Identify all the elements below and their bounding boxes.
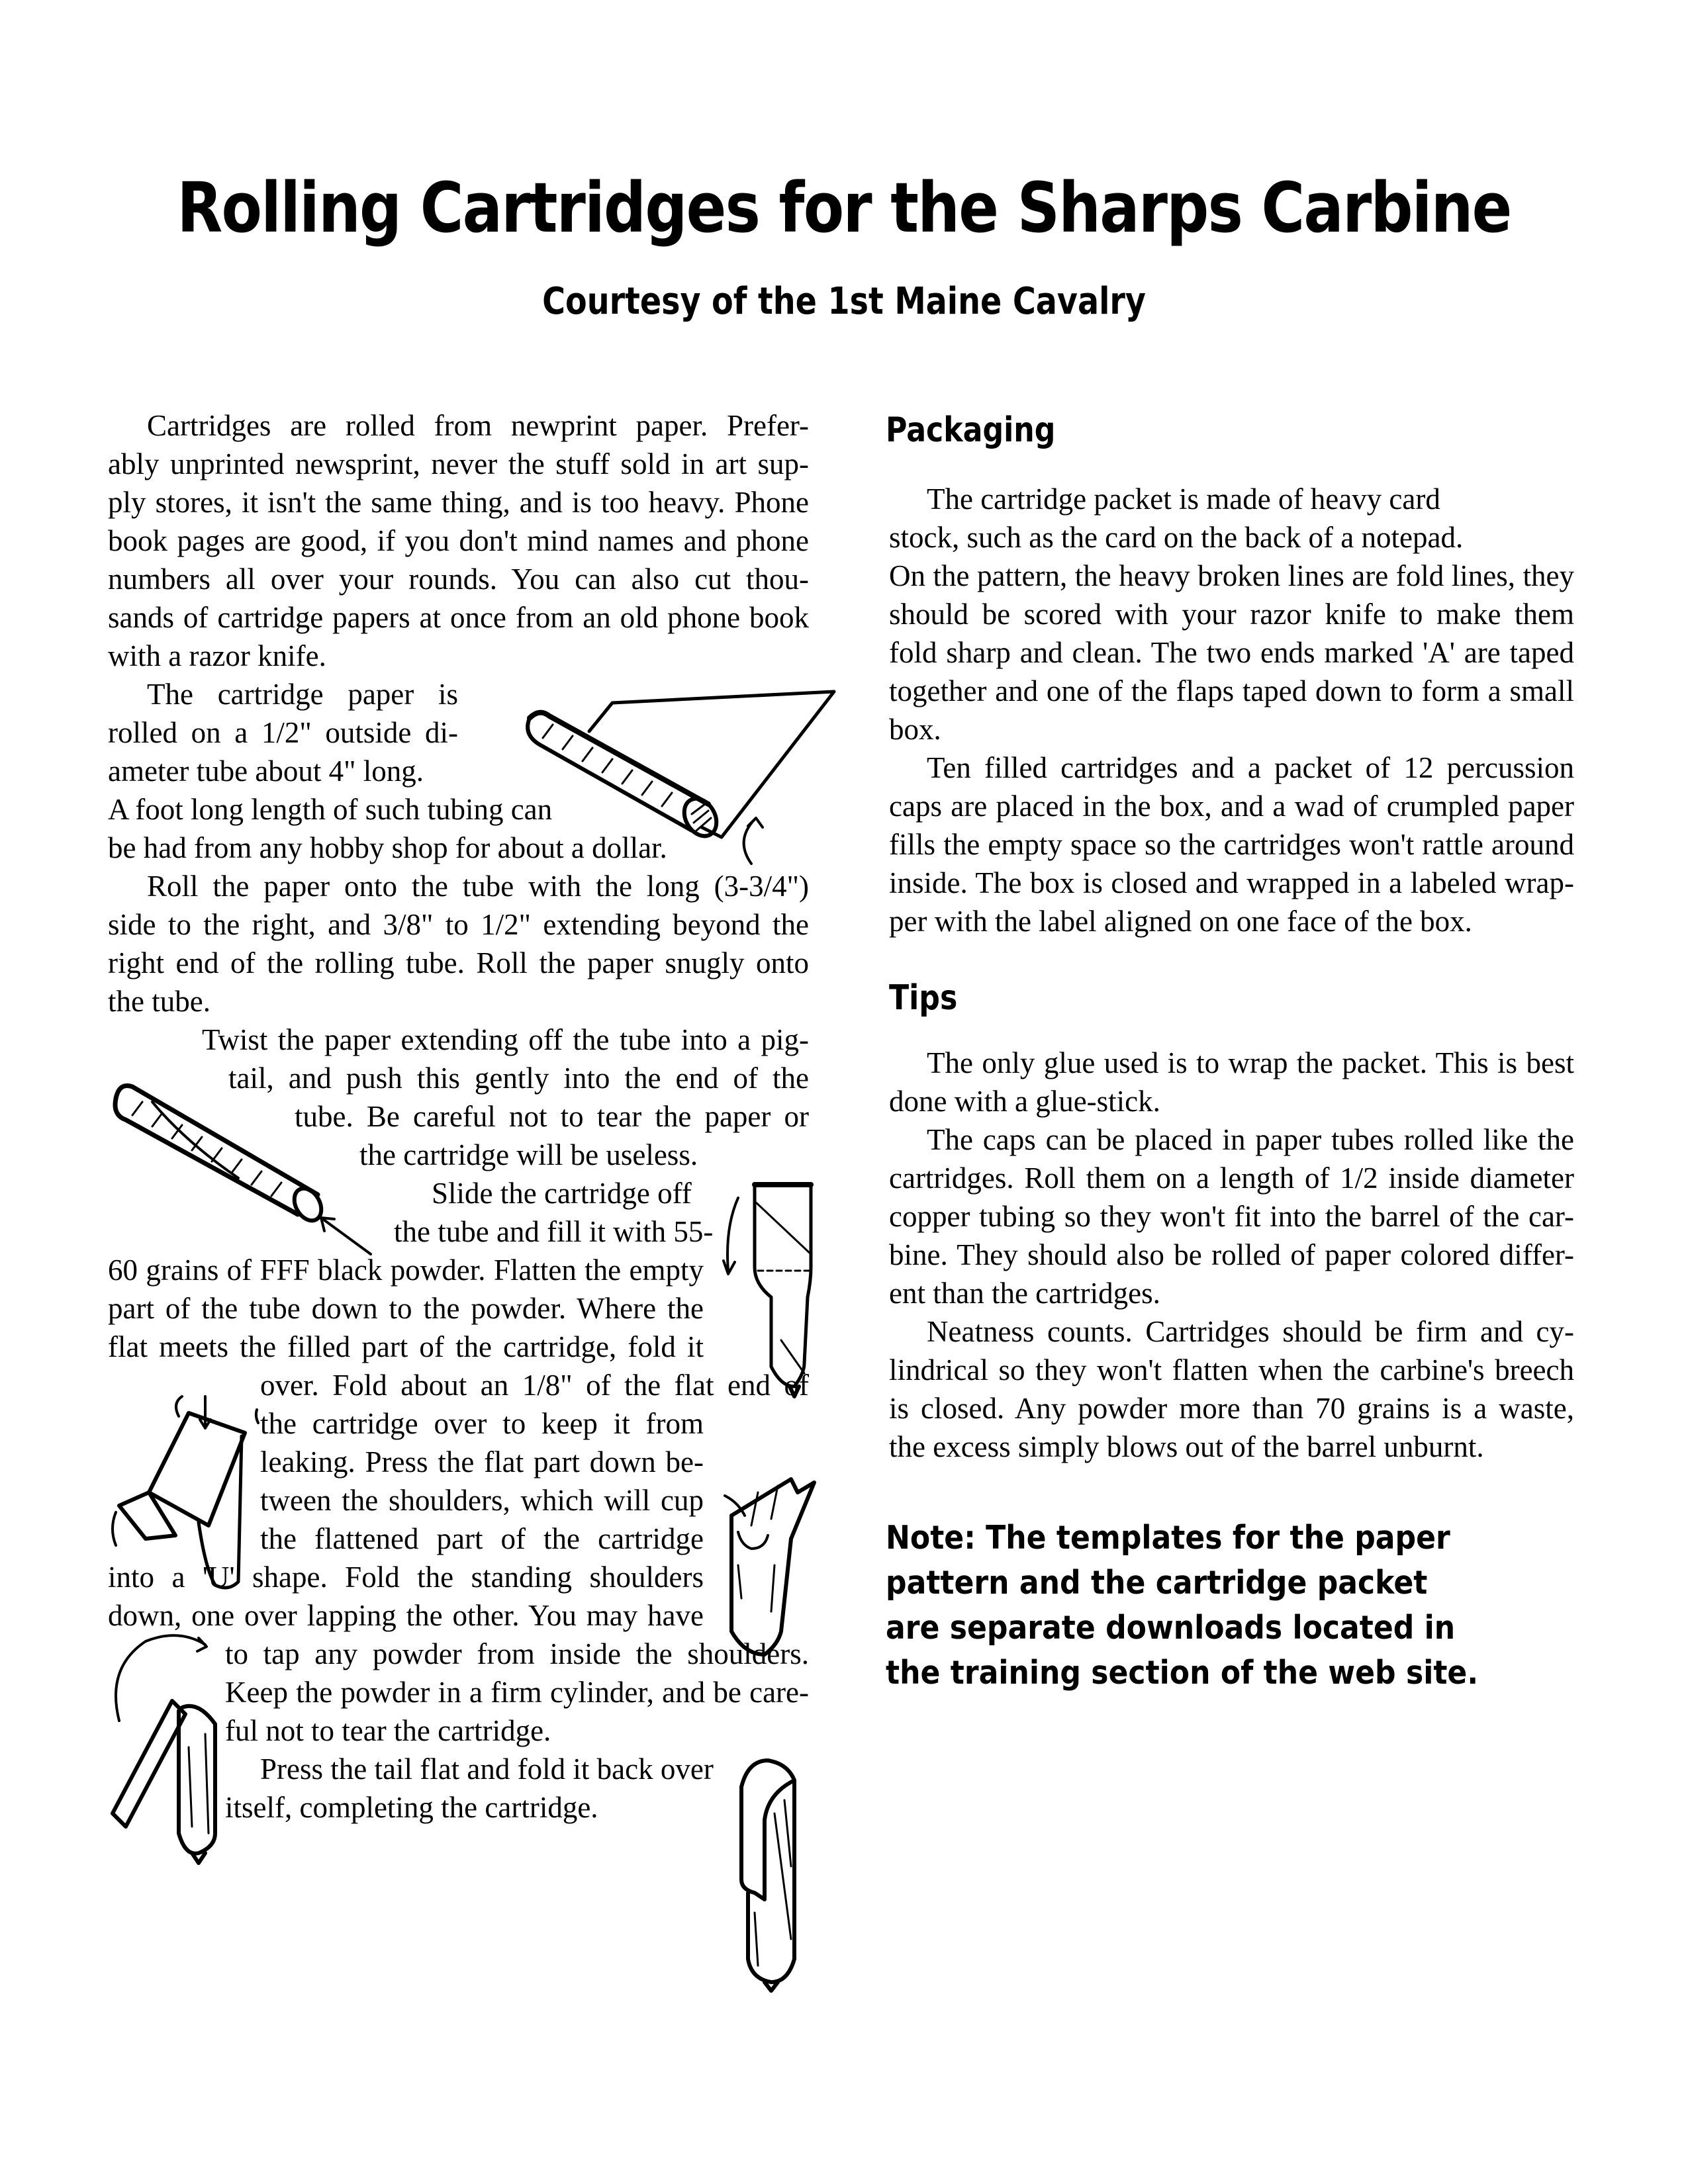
text-line: the tube and fill it with 55- xyxy=(394,1215,714,1248)
text-line: tween the shoulders, which will cup xyxy=(260,1484,704,1517)
text-line: per with the label aligned on one face of the box. xyxy=(889,905,1472,938)
text-line: flat meets the filled part of the cartridge, fold it xyxy=(108,1330,704,1363)
note-line: Note: The templates for the paper xyxy=(886,1519,1450,1557)
page-subtitle: Courtesy of the 1st Maine Cavalry xyxy=(542,280,1146,323)
note-line: pattern and the cartridge packet xyxy=(886,1564,1428,1602)
completed-cartridge-illustration xyxy=(728,1754,814,1992)
text-line: Roll the paper onto the tube with the long (3-3/4") xyxy=(147,870,809,903)
text-line: over. Fold about an 1/8" of the flat end of xyxy=(260,1369,809,1402)
rolled-tube-illustration xyxy=(106,1079,331,1231)
text-line: Keep the powder in a firm cylinder, and be care- xyxy=(225,1676,809,1709)
text-line: part of the tube down to the powder. Where the xyxy=(108,1292,704,1325)
text-line: should be scored with your razor knife to make them xyxy=(889,598,1574,631)
text-line: The caps can be placed in paper tubes rolled like the xyxy=(927,1123,1574,1156)
text-line: itself, completing the cartridge. xyxy=(225,1791,598,1824)
text-line: right end of the rolling tube. Roll the paper snugly onto xyxy=(108,946,809,979)
text-line: tail, and push this gently into the end of the xyxy=(228,1062,809,1095)
text-line: On the pattern, the heavy broken lines are fold lines, they xyxy=(889,559,1574,592)
fold-flat-end-illustration xyxy=(106,1396,265,1595)
text-line: the cartridge over to keep it from xyxy=(260,1407,704,1440)
text-line: bine. They should also be rolled of paper colored differ- xyxy=(889,1238,1574,1271)
filled-cartridge-illustration xyxy=(718,1175,818,1400)
text-line: stock, such as the card on the back of a notepad. xyxy=(889,521,1464,554)
text-line: Slide the cartridge off xyxy=(432,1177,692,1210)
text-line: The only glue used is to wrap the packet. This is best xyxy=(927,1046,1574,1079)
text-line: with a razor knife. xyxy=(108,639,326,672)
text-line: the tube. xyxy=(108,985,211,1018)
note-line: the training section of the web site. xyxy=(886,1654,1479,1692)
text-line: fold sharp and clean. The two ends marked 'A' are taped xyxy=(889,636,1574,669)
fold-shoulders-illustration xyxy=(106,1615,238,1866)
text-line: rolled on a 1/2" outside di- xyxy=(108,716,458,749)
text-line: be had from any hobby shop for about a dollar. xyxy=(108,831,667,864)
text-line: the excess simply blows out of the barrel unburnt. xyxy=(889,1430,1484,1463)
text-line: ameter tube about 4" long. xyxy=(108,754,424,788)
text-line: side to the right, and 3/8" to 1/2" extending beyond the xyxy=(108,908,809,941)
text-line: box. xyxy=(889,713,941,746)
text-line: tube. Be careful not to tear the paper or xyxy=(295,1100,809,1133)
text-line: Press the tail flat and fold it back over xyxy=(260,1752,714,1786)
text-line: the flattened part of the cartridge xyxy=(260,1522,704,1555)
section-heading-tips: Tips xyxy=(889,978,958,1018)
page-title: Rolling Cartridges for the Sharps Carbine xyxy=(177,167,1511,248)
text-line: inside. The box is closed and wrapped in a labeled wrap- xyxy=(889,866,1574,899)
text-line: done with a glue-stick. xyxy=(889,1085,1160,1118)
text-line: is closed. Any powder more than 70 grains is a waste, xyxy=(889,1392,1574,1425)
text-line: to tap any powder from inside the shoulders. xyxy=(225,1637,809,1670)
text-line: The cartridge paper is xyxy=(147,678,458,711)
text-line: ably unprinted newsprint, never the stuff sold in art sup- xyxy=(108,447,809,480)
text-line: A foot long length of such tubing can xyxy=(108,793,553,826)
text-line: together and one of the flaps taped down to form a small xyxy=(889,674,1574,707)
note-line: are separate downloads located in xyxy=(886,1609,1456,1647)
text-line: 60 grains of FFF black powder. Flatten the empty xyxy=(108,1253,704,1287)
text-line: ful not to tear the cartridge. xyxy=(225,1714,551,1747)
text-line: Neatness counts. Cartridges should be firm and cy- xyxy=(927,1315,1574,1348)
text-line: lindrical so they won't flatten when the carbine's breech xyxy=(889,1353,1574,1387)
text-line: ply stores, it isn't the same thing, and is too heavy. Phone xyxy=(108,486,809,519)
text-line: cartridges. Roll them on a length of 1/2 inside diameter xyxy=(889,1161,1574,1195)
text-line: down, one over lapping the other. You may have xyxy=(108,1599,704,1632)
text-line: leaking. Press the flat part down be- xyxy=(260,1445,704,1479)
text-line: Twist the paper extending off the tube into a pig- xyxy=(202,1023,809,1056)
section-heading-packaging: Packaging xyxy=(886,410,1056,450)
text-line: fills the empty space so the cartridges won't rattle around xyxy=(889,828,1574,861)
text-line: into a 'U' shape. Fold the standing shoulders xyxy=(108,1561,704,1594)
text-line: numbers all over your rounds. You can also cut thou- xyxy=(108,563,809,596)
text-line: Cartridges are rolled from newprint paper. Prefer- xyxy=(147,409,809,442)
paper-on-tube-illustration xyxy=(503,662,834,860)
text-line: caps are placed in the box, and a wad of crumpled paper xyxy=(889,790,1574,823)
text-line: book pages are good, if you don't mind names and phone xyxy=(108,524,809,557)
text-line: Ten filled cartridges and a packet of 12 percussion xyxy=(927,751,1574,784)
text-line: copper tubing so they won't fit into the barrel of the car- xyxy=(889,1200,1574,1233)
text-line: sands of cartridge papers at once from an old phone book xyxy=(108,601,809,634)
text-line: ent than the cartridges. xyxy=(889,1277,1160,1310)
text-line: The cartridge packet is made of heavy card xyxy=(927,482,1440,516)
text-line: the cartridge will be useless. xyxy=(359,1138,698,1171)
download-note xyxy=(886,1516,1541,1696)
u-shape-shoulders-illustration xyxy=(718,1466,818,1664)
